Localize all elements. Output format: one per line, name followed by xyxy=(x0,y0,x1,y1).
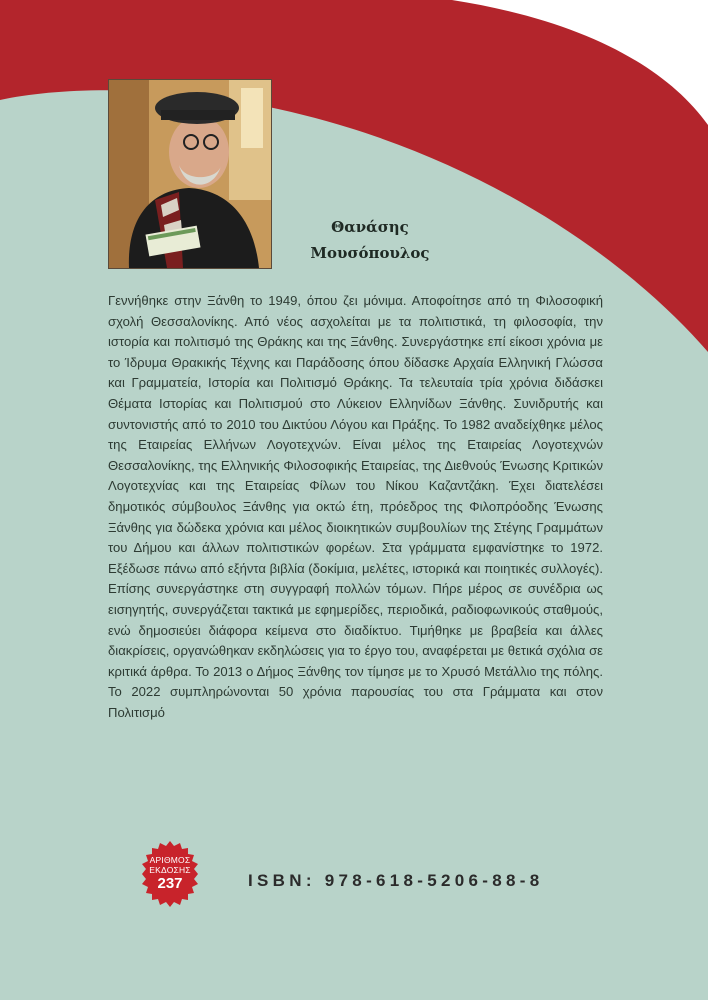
author-biography: Γεννήθηκε στην Ξάνθη το 1949, όπου ζει μόνιμα. Αποφοίτησε από τη Φιλοσοφική σχολή Θεσσαλονίκης. Από νέος ασχολείται με τα πολιτιστικά, τη φιλοσοφία, την ιστορία και πολιτισμό της Θράκης και της Ξάνθης. Συνεργάστηκε επί είκοσι χρόνια με το Ίδρυμα Θρακικής Τέχνης και Παράδοσης όπου δίδασκε Αρχαία Ελληνική Γλώσσα και Γραμματεία, Ιστορία και Πολιτισμό Θράκης. Τα τελευταία τρία χρόνια διδάσκει Θέματα Ιστορίας και Πολιτισμού στο Λύκειον Ελληνίδων Ξάνθης. Συνιδρυτής και συντονιστής από το 2010 του Δικτύου Λόγου και Πράξης. Το 1982 αναδείχθηκε μέλος της Εταιρείας Ελλήνων Λογοτεχνών. Είναι μέλος της Εταιρείας Λογοτεχνών Θεσσαλονίκης, της Ελληνικής Φιλοσοφικής Εταιρείας, της Διεθνούς Ένωσης Κριτικών Λογοτεχνίας και της Εταιρείας Φίλων του Νίκου Καζαντζάκη. Έχει διατελέσει δημοτικός σύμβουλος Ξάνθης για οκτώ έτη, πρόεδρος της Φιλοπρόοδης Ένωσης Ξάνθης για δώδεκα χρόνια και μέλος διοικητικών συμβουλίων της Στέγης Γραμμάτων του Δήμου και άλλων πολιτιστικών φορέων. Στα γράμματα εμφανίστηκε το 1972. Εξέδωσε πάνω από εξήντα βιβλία (δοκίμια, μελέτες, ιστορικά και ποιητικές συλλογές). Επίσης συνεργάστηκε στη συγγραφή πολλών τόμων. Πήρε μέρος σε συνέδρια ως εισηγητής, συνεργάζεται τακτικά με εφημερίδες, περιοδικά, ραδιοφωνικούς σταθμούς, ενώ δημοσιεύει διάφορα κείμενα στο διαδίκτυο. Τιμήθηκε με βραβεία και άλλες διακρίσεις, οργανώθηκαν εκδηλώσεις για το έργο του, αναφέρεται με θετικά σχόλια σε κριτικά άρθρα. Το 2013 ο Δήμος Ξάνθης τον τίμησε με το Χρυσό Μετάλλιο της πόλης. Το 2022 συμπληρώνονται 50 χρόνια παρουσίας του στα Γράμματα και στον Πολιτισμό xyxy=(108,293,603,720)
author-first-name: Θανάσης xyxy=(331,218,409,236)
badge-edition-number: 237 xyxy=(157,875,183,892)
edition-number-badge xyxy=(136,840,204,908)
badge-label-line1: ΑΡΙΘΜΟΣ xyxy=(149,855,191,865)
isbn-code: ISBN: 978-618-5206-88-8 xyxy=(248,871,544,890)
author-name xyxy=(285,214,455,266)
badge-label-line2: ΕΚΔΟΣΗΣ xyxy=(149,865,191,875)
author-photo xyxy=(108,79,272,269)
author-last-name: Μουσόπουλος xyxy=(310,244,430,262)
